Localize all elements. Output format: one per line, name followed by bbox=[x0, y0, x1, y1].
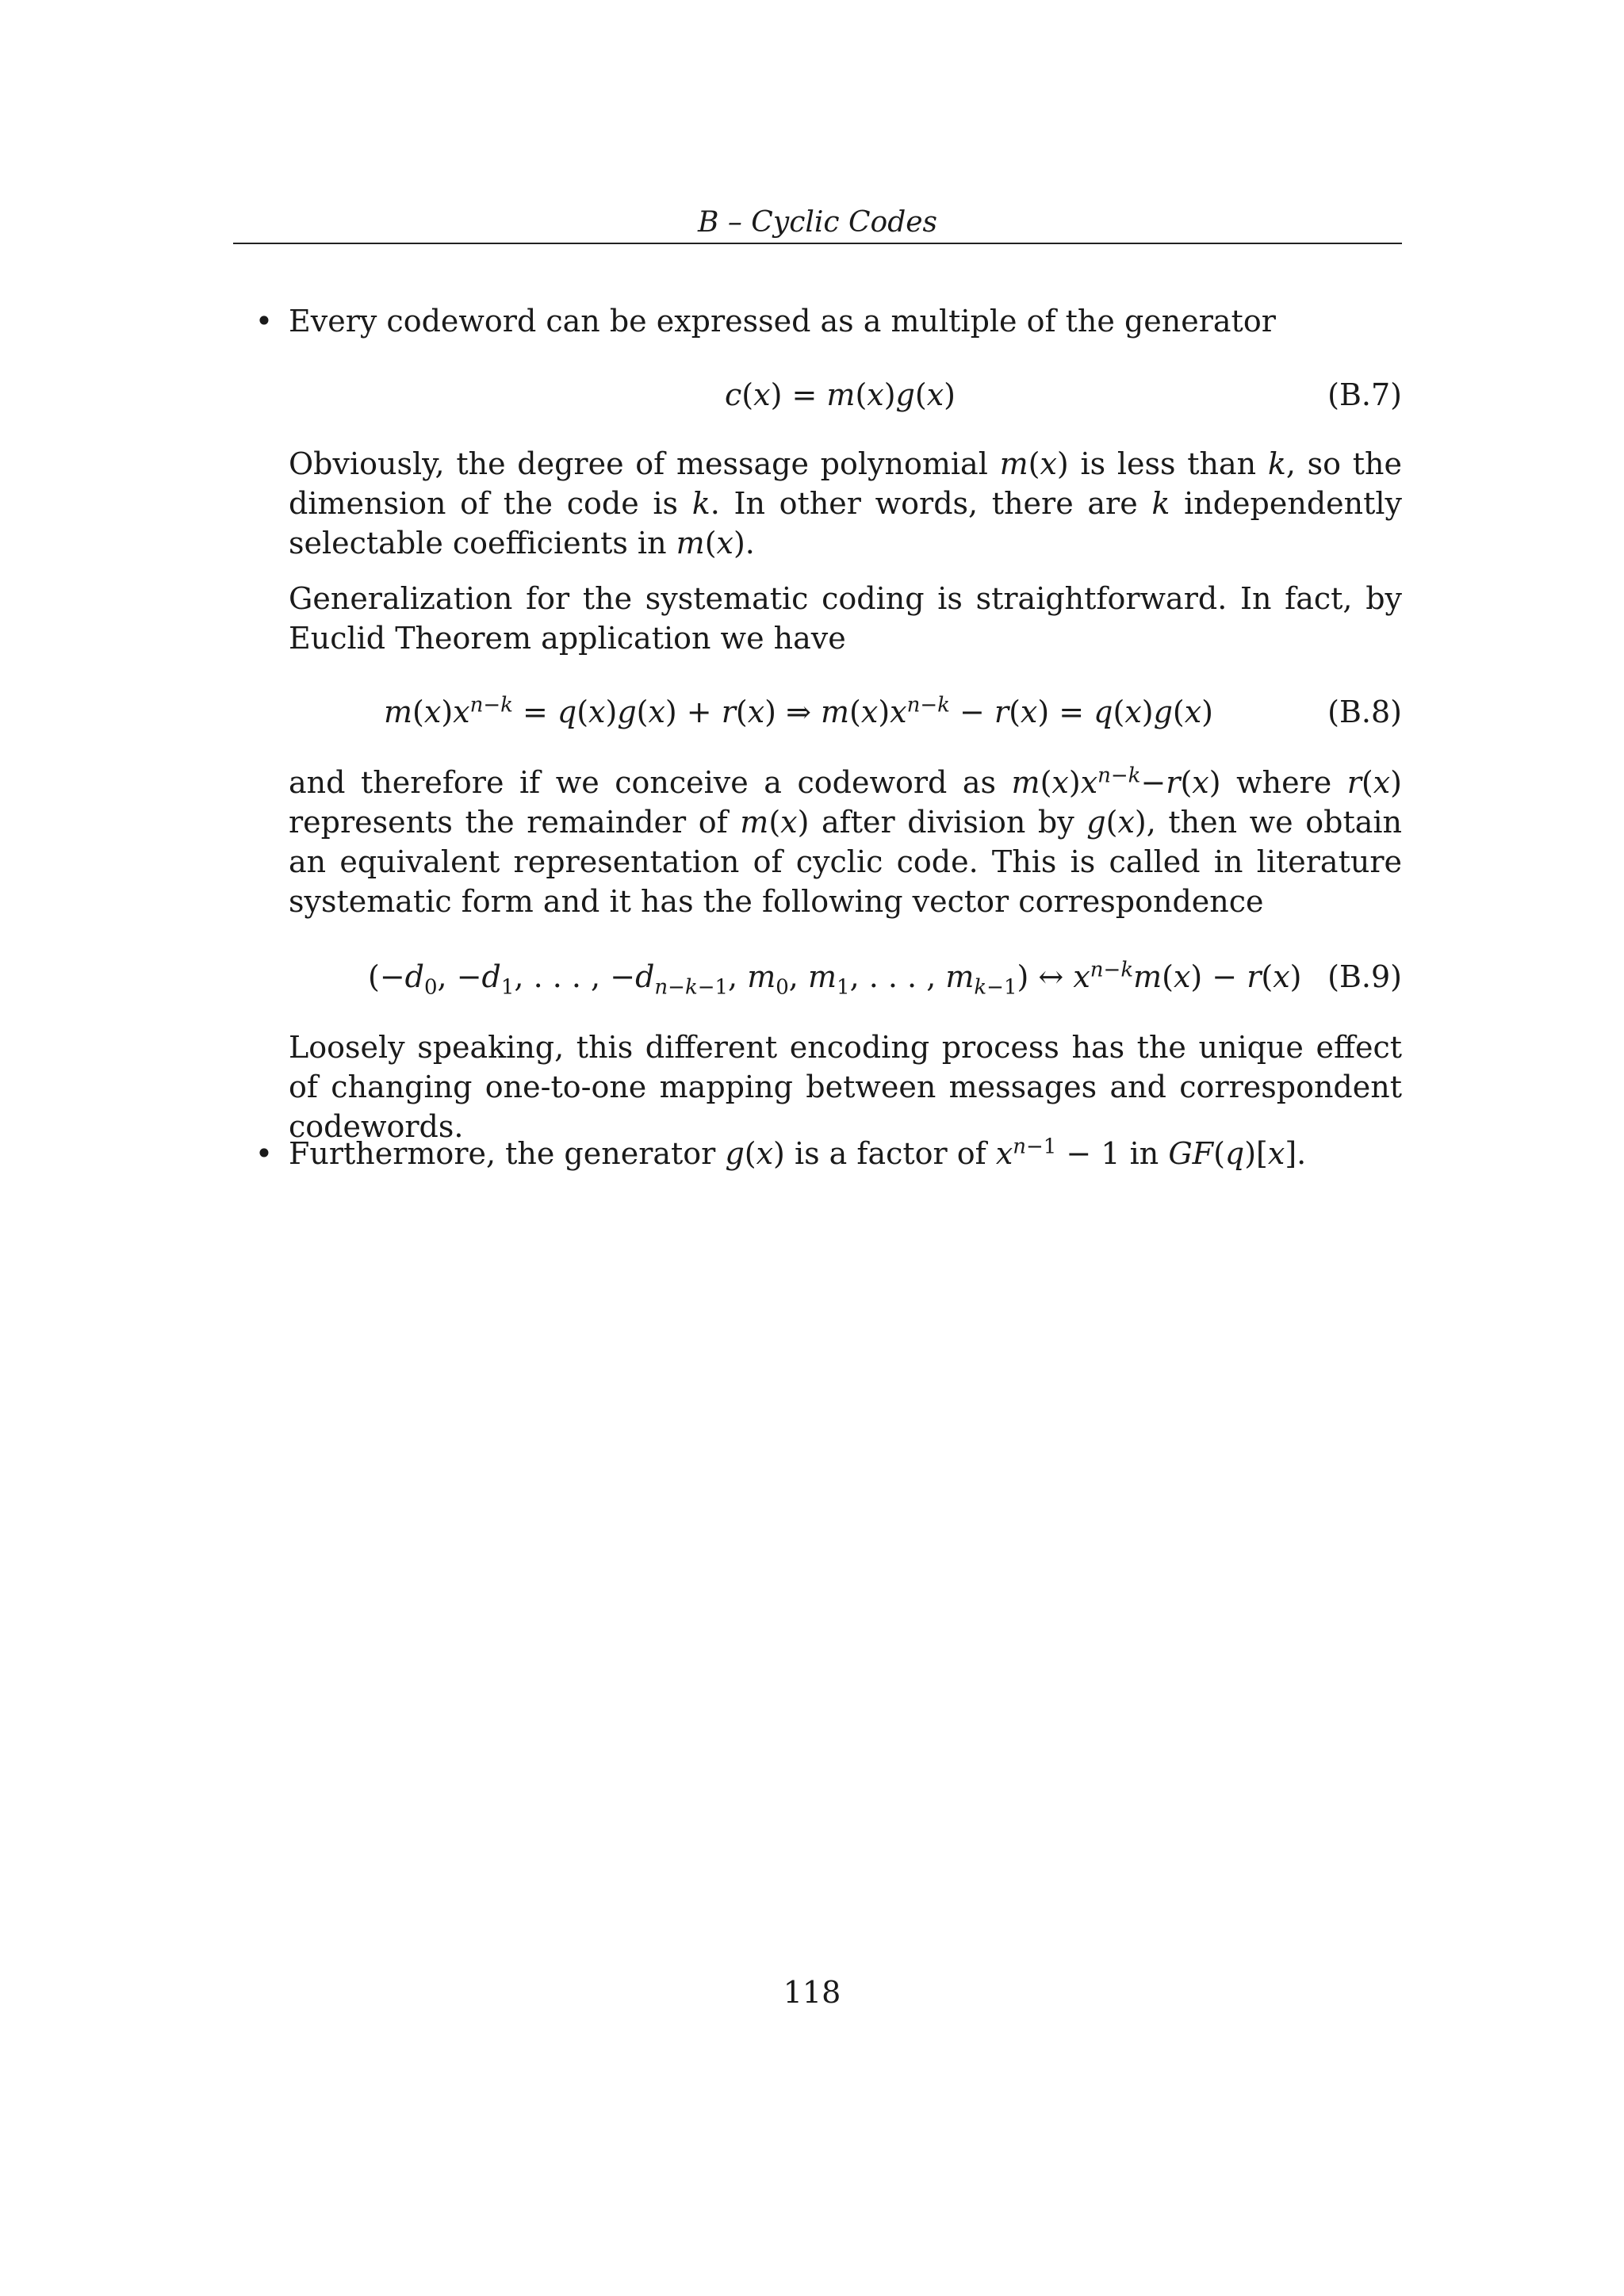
equation-number-b9: (B.9) bbox=[1327, 959, 1402, 994]
text-run: is less than bbox=[1068, 446, 1268, 481]
equation-b9 bbox=[289, 953, 1402, 1001]
page-number: 118 bbox=[783, 1975, 841, 2010]
equation-b8 bbox=[289, 688, 1402, 736]
running-header: B – Cyclic Codes bbox=[697, 206, 938, 239]
equation-b7-body: c(x) = m(x)g(x) bbox=[725, 377, 956, 412]
bullet-marker: • bbox=[255, 1136, 274, 1171]
paragraph-text: Generalization for the systematic coding is straightforward. In fact, by Euclid Theorem application we have bbox=[289, 581, 1402, 656]
bullet-text-codeword-multiple bbox=[289, 301, 1402, 341]
text-run: independently selectable coefficients in bbox=[289, 486, 1402, 561]
paragraph-text: Loosely speaking, this different encoding process has the unique effect of changing one-to-one mapping between messages and correspondent codewords. bbox=[289, 1030, 1402, 1144]
paragraph-loosely-speaking bbox=[289, 1027, 1402, 1146]
bullet-text-generator-factor: Furthermore, the generator g(x) is a factor of $x^{n-1} - 1$ in GF(q)[x]. bbox=[289, 1135, 1307, 1171]
text-run: where bbox=[1220, 765, 1347, 800]
text-run: is a factor of bbox=[784, 1136, 996, 1171]
equation-b9-body: ($-d_0$, $-d_1$, . . . , $-d_{n-k-1}$, $m_0$, $m_1$, . . . , $m_{k-1}$) ↔ $x^{n-k}m(x) - r(x)$ bbox=[368, 958, 1302, 1000]
eq-var: c bbox=[725, 377, 742, 412]
text-run: in bbox=[1120, 1136, 1169, 1171]
equation-b7 bbox=[289, 371, 1402, 419]
paragraph-systematic-form: and therefore if we conceive a codeword as $m(x)x^{n-k}-r(x)$ where r(x) represents the remainder of m(x) after division by g(x), then we obtain an equivalent representation of cyclic code. This is called in literature systematic form and it has the following vector correspondence bbox=[289, 763, 1403, 919]
text-run: , then we obtain an equivalent representation of cyclic code. This is called in literature systematic form and it has the following vector correspondence bbox=[289, 805, 1403, 919]
text-run: and therefore if we conceive a codeword as bbox=[289, 765, 1012, 800]
text-run: . bbox=[1297, 1136, 1307, 1171]
bullet-marker: • bbox=[255, 304, 274, 339]
text-run: represents the remainder of bbox=[289, 805, 741, 840]
text-run: Obviously, the degree of message polynomial bbox=[289, 446, 1000, 481]
paragraph-dimension: Obviously, the degree of message polynomial m(x) is less than k, so the dimension of the code is k. In other words, there are k independently selectable coefficients in m(x). bbox=[289, 446, 1402, 561]
equation-number-b7: (B.7) bbox=[1327, 377, 1402, 412]
header-rule bbox=[233, 243, 1402, 244]
text-run: , so the dimension of the code is bbox=[289, 446, 1402, 521]
text-run: after division by bbox=[809, 805, 1087, 840]
equation-b8-body: $m(x)x^{n-k} = q(x)g(x) + r(x)$ ⇒ $m(x)x^{n-k} - r(x) = q(x)g(x)$ bbox=[384, 693, 1213, 729]
bullet-lead: Every codeword can be expressed as a multiple of the generator bbox=[289, 304, 1276, 339]
equation-number-b8: (B.8) bbox=[1327, 695, 1402, 729]
text-run: . bbox=[745, 526, 755, 561]
paragraph-generalization bbox=[289, 579, 1402, 658]
text-run: . In other words, there are bbox=[710, 486, 1152, 521]
text-run: Furthermore, the generator bbox=[289, 1136, 726, 1171]
